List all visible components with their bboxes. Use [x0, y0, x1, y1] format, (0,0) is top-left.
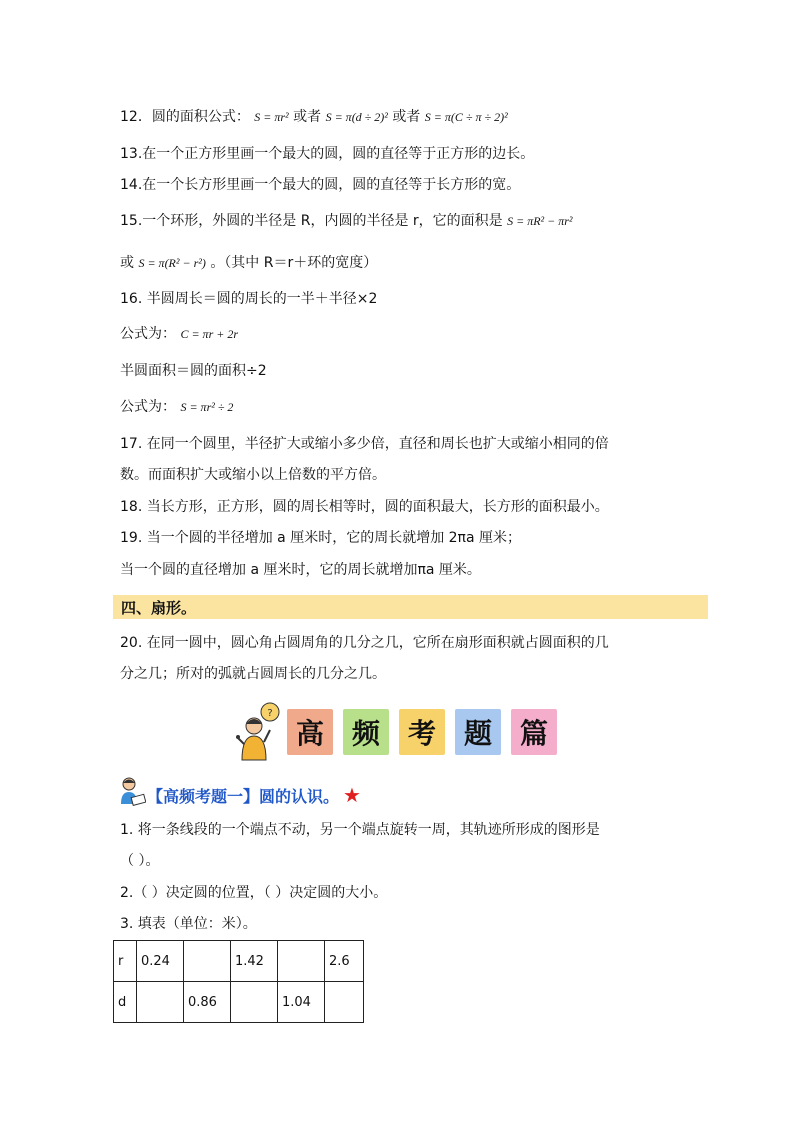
table-cell: 2.6: [325, 941, 364, 982]
fill-in-table: [113, 940, 364, 1023]
item-19-line-2: 当一个圆的直径增加 a 厘米时，它的周长就增加πa 厘米。: [120, 562, 481, 578]
banner-tile-4: [455, 709, 501, 755]
table-cell-blank[interactable]: [325, 982, 364, 1023]
banner-tile-1: [287, 709, 333, 755]
banner-tile-2: [343, 709, 389, 755]
item-18: 18. 当长方形，正方形，圆的周长相等时，圆的面积最大，长方形的面积最小。: [120, 499, 609, 515]
item-16: 16. 半圆周长＝圆的周长的一半＋半径×2: [120, 291, 378, 307]
item-15-note: 。（其中 R＝r＋环的宽度）: [210, 255, 378, 271]
question-1-line-1: 1. 将一条线段的一个端点不动，另一个端点旋转一周，其轨迹所形成的图形是: [120, 822, 600, 838]
star-icon: ★: [343, 783, 361, 807]
section-header-sector: [113, 595, 708, 619]
item-12-text: 12．圆的面积公式：: [120, 109, 250, 125]
banner-illustration: [230, 700, 282, 762]
table-cell-blank[interactable]: [231, 982, 278, 1023]
table-cell: 1.42: [231, 941, 278, 982]
table-cell: 0.24: [137, 941, 184, 982]
teacher-icon: [230, 700, 282, 762]
question-3: 3. 填表（单位：米）。: [120, 916, 257, 932]
or-text-1: 或者: [293, 109, 322, 125]
item-15-line-2: [120, 253, 377, 273]
banner-char-5: 篇: [519, 717, 548, 750]
semicircle-area-formula: S = πr² ÷ 2: [180, 400, 234, 414]
item-15-line-1: [120, 211, 573, 231]
student-icon: [118, 776, 146, 806]
banner-char-4: 题: [463, 717, 492, 750]
or-text-2: 或者: [392, 109, 421, 125]
semicircle-area-text: 半圆面积＝圆的面积÷2: [120, 363, 267, 379]
table-cell-blank[interactable]: [184, 941, 231, 982]
banner-tile-5: [511, 709, 557, 755]
item-13: 13.在一个正方形里画一个最大的圆，圆的直径等于正方形的边长。: [120, 146, 535, 162]
question-set-title-text: 【高频考题一】圆的认识。: [147, 787, 340, 806]
formula-label-2: 公式为：: [120, 399, 176, 415]
question-2: 2.（ ）决定圆的位置，（ ）决定圆的大小。: [120, 885, 388, 901]
table-cell: 0.86: [184, 982, 231, 1023]
ring-area-formula-1: S = πR² − πr²: [507, 214, 573, 228]
table-cell: r: [114, 941, 137, 982]
area-formula-1: S = πr²: [254, 110, 289, 124]
table-cell-blank[interactable]: [278, 941, 325, 982]
or-text-3: 或: [120, 255, 134, 271]
item-19-line-1: 19. 当一个圆的半径增加 a 厘米时，它的周长就增加 2πa 厘米；: [120, 530, 522, 546]
ring-area-formula-2: S = π(R² − r²): [138, 256, 206, 270]
table-cell: 1.04: [278, 982, 325, 1023]
item-20-line-1: 20. 在同一圆中，圆心角占圆周角的几分之几，它所在扇形面积就占圆面积的几: [120, 635, 609, 651]
area-formula-3: S = π(C ÷ π ÷ 2)²: [424, 110, 508, 124]
semicircle-perimeter-formula: C = πr + 2r: [180, 327, 239, 341]
formula-line-1: [120, 324, 238, 344]
item-14: 14.在一个长方形里画一个最大的圆，圆的直径等于长方形的宽。: [120, 177, 521, 193]
table-row: [114, 982, 364, 1023]
item-17-line-1: 17. 在同一个圆里，半径扩大或缩小多少倍，直径和周长也扩大或缩小相同的倍: [120, 436, 609, 452]
banner-char-3: 考: [407, 717, 436, 750]
table-row: [114, 941, 364, 982]
area-formula-2: S = π(d ÷ 2)²: [325, 110, 388, 124]
section-title: 四、扇形。: [121, 599, 197, 617]
banner-tile-3: [399, 709, 445, 755]
formula-line-2: [120, 397, 233, 417]
item-15-text: 15.一个环形，外圆的半径是 R，内圆的半径是 r，它的面积是: [120, 213, 503, 229]
table-cell: d: [114, 982, 137, 1023]
item-17-line-2: 数。而面积扩大或缩小以上倍数的平方倍。: [120, 467, 386, 483]
item-20-line-2: 分之几；所对的弧就占圆周长的几分之几。: [120, 666, 386, 682]
svg-text:?: ?: [267, 708, 273, 719]
question-set-title: [147, 783, 361, 807]
banner-char-1: 高: [295, 717, 324, 750]
table-cell-blank[interactable]: [137, 982, 184, 1023]
question-1-line-2: （ ）。: [120, 853, 160, 869]
formula-label-1: 公式为：: [120, 326, 176, 342]
item-12: [120, 107, 508, 127]
banner-char-2: 频: [351, 717, 380, 750]
